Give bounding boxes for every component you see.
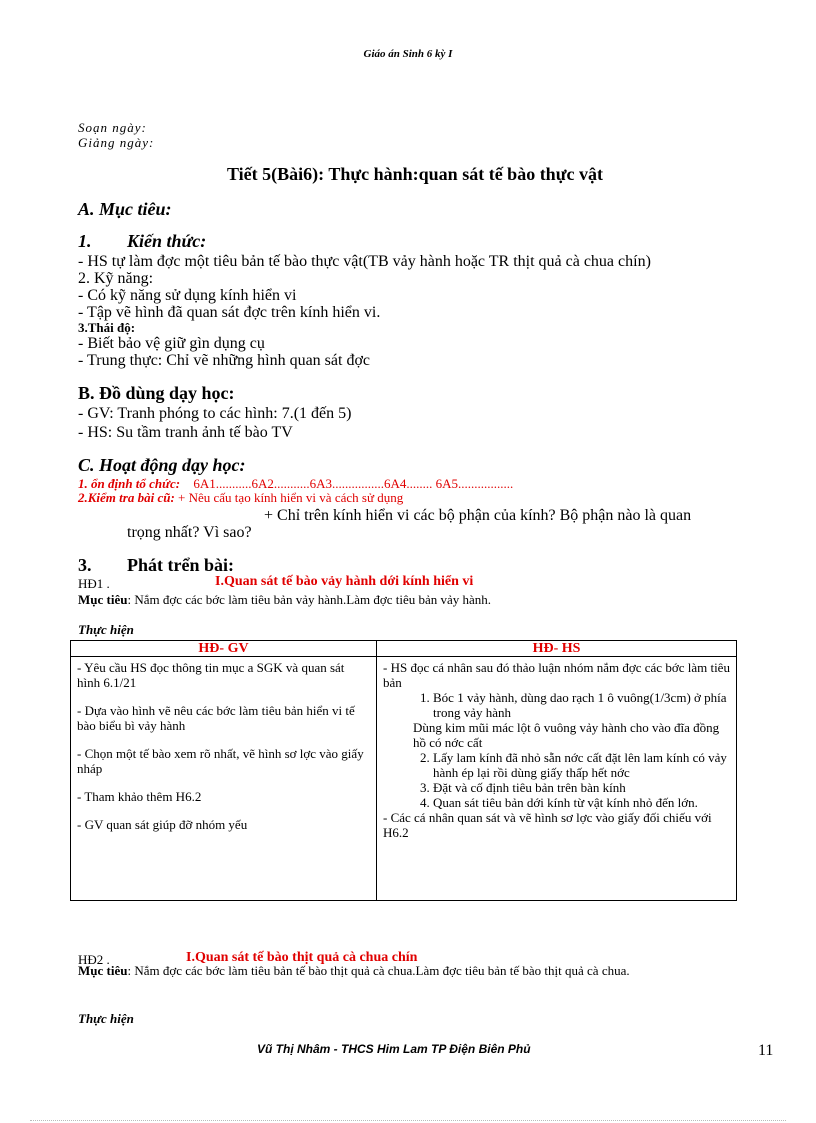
hd1-label: HĐ1 . (78, 576, 110, 591)
gv-item: - GV quan sát giúp đỡ nhóm yếu (77, 817, 248, 832)
soan-ngay: Soạn ngày: (78, 120, 147, 135)
hd2-muc-tieu-text: : Nắm đợc các bớc làm tiêu bản tế bào thịt quả cà chua.Làm đợc tiêu bản tế bào thịt quả cà chua. (127, 963, 630, 978)
hs-step: 1. Bóc 1 vảy hành, dùng dao rạch 1 ô vuông(1/3cm) ở phía trong vảy hành (433, 690, 730, 720)
hs-intro: - HS đọc cá nhân sau đó thảo luận nhóm nắm đợc các bớc làm tiêu bản (383, 660, 730, 690)
footer-author: Vũ Thị Nhâm - THCS Him Lam TP Điện Biên Phủ (257, 1042, 531, 1056)
page-number: 11 (758, 1042, 774, 1059)
hs-cell (377, 657, 737, 901)
hs-end: - Các cá nhân quan sát và vẽ hình sơ lợc vào giấy đối chiếu với H6.2 (383, 810, 712, 840)
objective-line-2: - Có kỹ năng sử dụng kính hiển vi (78, 287, 297, 304)
hd1-title: I.Quan sát tế bào vảy hành dới kính hiển vi (215, 574, 474, 589)
kien-thuc-number: 1. (78, 231, 92, 251)
gv-item: - Chọn một tế bào xem rõ nhất, vẽ hình sơ lợc vào giấy nháp (77, 746, 364, 776)
kien-thuc-heading: Kiến thức: (127, 231, 207, 251)
section-3-title: Phát trển bài: (127, 555, 234, 575)
giang-ngay: Giảng ngày: (78, 135, 155, 150)
question-line-2: trọng nhất? Vì sao? (127, 524, 252, 541)
section-a-heading: A. Mục tiêu: (78, 199, 172, 219)
activity-table (70, 640, 737, 901)
gv-item: - Tham khảo thêm H6.2 (77, 789, 202, 804)
on-dinh-label: 1. ổn định tổ chức: (78, 476, 181, 491)
section-b-hs: - HS: Su tầm tranh ảnh tế bào TV (78, 424, 293, 441)
hs-step: 4. Quan sát tiêu bản dới kính từ vật kính nhỏ đến lớn. (433, 795, 730, 810)
on-dinh-classes: 6A1...........6A2...........6A3................6A4........ 6A5................. (193, 476, 514, 491)
hd2-thuc-hien: Thực hiện (78, 1011, 134, 1026)
objective-line-5: - Trung thực: Chỉ vẽ những hình quan sát đợc (78, 352, 371, 369)
gv-item: - Dựa vào hình vẽ nêu các bớc làm tiêu bản hiển vi tế bào biểu bì vảy hành (77, 703, 355, 733)
kiem-tra-row (78, 490, 403, 506)
section-3-number: 3. (78, 555, 92, 575)
section-b-heading: B. Đồ dùng dạy học: (78, 383, 235, 403)
gv-cell (71, 657, 377, 901)
hd2-muc-tieu-label: Mục tiêu (78, 963, 128, 978)
hd2-label: HĐ2 . (78, 952, 110, 967)
section-c-heading: C. Hoạt động dạy học: (78, 455, 246, 475)
section-b-gv: - GV: Tranh phóng to các hình: 7.(1 đến 5) (78, 405, 352, 422)
hs-step: 2. Lấy lam kính đã nhỏ sẵn nớc cất đặt lên lam kính có vảy hành ép lại rồi dùng giấy thấp hết nớc (433, 750, 730, 780)
hd1-thuc-hien: Thực hiện (78, 622, 134, 637)
objective-line-3: - Tập vẽ hình đã quan sát đợc trên kính hiển vi. (78, 304, 381, 321)
thai-do-heading: 3.Thái độ: (78, 320, 136, 335)
hd2-muc-tieu (78, 964, 768, 978)
hs-note: Dùng kim mũi mác lột ô vuông vảy hành cho vào đĩa đồng hồ có nớc cất (413, 720, 720, 750)
ky-nang-heading: 2. Kỹ năng: (78, 270, 154, 287)
hd2-title: I.Quan sát tế bào thịt quả cà chua chín (186, 950, 418, 965)
kiem-tra-label: 2.Kiểm tra bài cũ: (78, 490, 175, 505)
page-header: Giáo án Sinh 6 kỳ I (363, 48, 453, 60)
column-header-gv: HĐ- GV (71, 641, 377, 657)
lesson-title: Tiết 5(Bài6): Thực hành:quan sát tế bào thực vật (227, 164, 603, 184)
kiem-tra-text: + Nêu cấu tạo kính hiển vi và cách sử dụng (178, 490, 404, 505)
question-line-1: + Chỉ trên kính hiển vi các bộ phận của kính? Bộ phận nào là quan (264, 507, 692, 524)
gv-item: - Yêu cầu HS đọc thông tin mục a SGK và quan sát hình 6.1/21 (77, 660, 345, 690)
hd1-muc-tieu-label: Mục tiêu (78, 592, 128, 607)
hd1-muc-tieu (78, 592, 491, 608)
objective-line-4: - Biết bảo vệ giữ gìn dụng cụ (78, 335, 265, 352)
objective-line-1: - HS tự làm đợc một tiêu bản tế bào thực vật(TB vảy hành hoặc TR thịt quả cà chua chín) (78, 253, 651, 270)
bottom-divider (30, 1120, 786, 1121)
column-header-hs: HĐ- HS (377, 641, 737, 657)
hs-step: 3. Đặt và cố định tiêu bản trên bàn kính (433, 780, 730, 795)
hd1-muc-tieu-text: : Nắm đợc các bớc làm tiêu bản vảy hành.Làm đợc tiêu bản vảy hành. (127, 592, 492, 607)
